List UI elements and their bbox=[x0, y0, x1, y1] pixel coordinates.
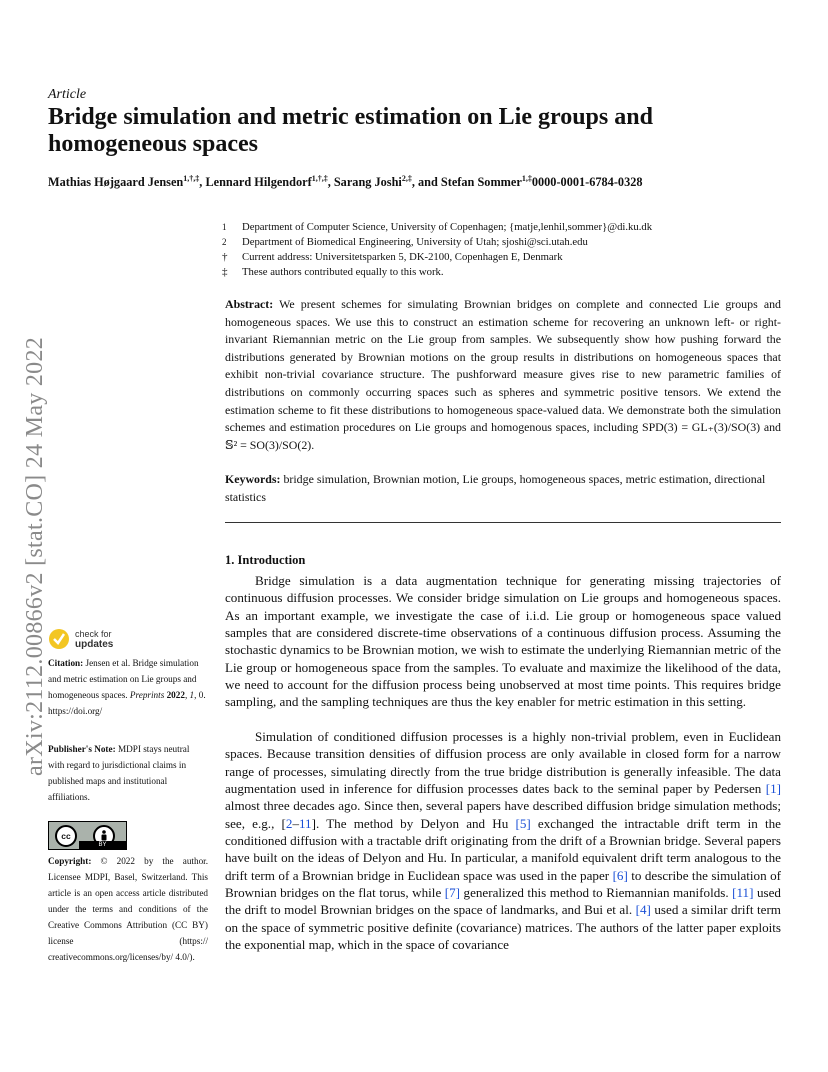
affiliation-item: ‡ These authors contributed equally to this work. bbox=[222, 266, 444, 278]
intro-paragraph-2: Simulation of conditioned diffusion processes is a highly non-trivial problem, even in Euclidean spaces. Because transition densities of diffusion process are only available in closed form for a narrow range of processes, simulating directly from the true bridge distribution is generally infeasible. The data augmentation used in inference for diffusion processes dates back to the seminal paper by Pedersen [1] almost three decades ago. Since then, several papers have described diffusion bridge simulation methods; see, e.g., [2–11]. The method by Delyon and Hu [5] exchanged the intractable drift term in the conditioned diffusion with a tractable drift originating from the drift of a Brownian bridge. Several papers have built on the ideas of Delyon and Hu. In particular, a manifold equivalent drift term analogous to the drift term of a Brownian bridge in Euclidean space was used in the paper [6] to describe the simulation of Brownian bridges on the flat torus, while [7] generalized this method to Riemannian manifolds. [11] used the drift to model Brownian bridges on the space of landmarks, and Bui et al. [4] used a similar drift term on the space of symmetric positive definite (covariance) matrices. The authors of the latter paper exploits the exponential map, which in the space of covariance bbox=[225, 729, 781, 953]
affiliation-item: † Current address: Universitetsparken 5, DK-2100, Copenhagen E, Denmark bbox=[222, 251, 563, 263]
affiliation-item: 1 Department of Computer Science, University of Copenhagen; {matje,lenhil,sommer}@di.ku.dk bbox=[222, 221, 653, 233]
citation-link[interactable]: 2 bbox=[285, 815, 293, 831]
author-separator: , and bbox=[411, 175, 441, 190]
author-separator: , bbox=[199, 175, 206, 190]
keywords-text: bridge simulation, Brownian motion, Lie groups, homogeneous spaces, metric estimation, directional statistics bbox=[225, 472, 766, 504]
author-affil-mark: 1,†,‡ bbox=[183, 174, 200, 183]
citation-link[interactable]: [11] bbox=[732, 885, 754, 901]
section-divider bbox=[225, 522, 781, 523]
check-for-updates-badge[interactable] bbox=[48, 626, 118, 652]
citation-link[interactable]: [7] bbox=[444, 885, 461, 901]
check-updates-icon bbox=[48, 628, 70, 650]
section-heading: 1. Introduction bbox=[225, 553, 306, 567]
publisher-note: Publisher's Note: MDPI stays neutral with regard to jurisdictional claims in published maps and institutional affiliations. bbox=[48, 744, 190, 802]
author-name: Lennard Hilgendorf bbox=[205, 175, 312, 190]
paper-title: Bridge simulation and metric estimation on Lie groups and homogeneous spaces bbox=[48, 104, 653, 157]
citation-link[interactable]: 11 bbox=[299, 815, 312, 831]
citation-block: Citation: Jensen et al. Bridge simulation and metric estimation on Lie groups and homogeneous spaces. Preprints 2022, 1, 0. https://doi.org/ bbox=[48, 658, 206, 716]
author-name: Mathias Højgaard Jensen bbox=[48, 175, 184, 190]
author-name: Sarang Joshi bbox=[333, 175, 402, 190]
affiliations bbox=[222, 220, 782, 280]
arxiv-stamp bbox=[22, 276, 50, 776]
citation-link[interactable]: [6] bbox=[612, 867, 628, 883]
cc-by-license-badge[interactable] bbox=[48, 821, 127, 850]
author-affil-mark: 1,†,‡ bbox=[311, 174, 328, 183]
citation-link[interactable]: [1] bbox=[765, 781, 781, 797]
citation-link[interactable]: [5] bbox=[515, 815, 531, 831]
copyright-block: Copyright: © 2022 by the author. Licensee MDPI, Basel, Switzerland. This article is an open access article distributed under the terms and conditions of the Creative Commons Attribution (CC BY) license (https:// creativecommons.org/licenses/by/ 4.0/). bbox=[48, 856, 209, 962]
keywords bbox=[225, 471, 781, 506]
orcid-text[interactable]: 0000-0001-6784-0328 bbox=[531, 175, 643, 190]
author-separator: , bbox=[327, 175, 334, 190]
intro-paragraph-1: Bridge simulation is a data augmentation technique for generating missing trajectories of continuous diffusion processes. We consider bridge simulation on Lie groups and homogeneous spaces. As an important example, we investigate the case of i.i.d. Lie group or homogeneous space valued samples that are considered discrete-time observations of a continuous diffusion process. Assuming the stochastic dynamics to be Brownian motion, we wish to estimate the underlying Riemannian metric of the Lie group or homogeneous space from the samples. To evaluate and maximize the likelihood of the data, we need to account for the diffusion process being unobserved at most time points. This requires bridge sampling, and the sampling techniques are thus the key enabler for metric estimation in this setting. bbox=[225, 573, 781, 710]
arxiv-stamp-text: arXiv:2112.00866v2 [stat.CO] 24 May 2022 bbox=[22, 336, 48, 776]
citation-link[interactable]: [4] bbox=[635, 902, 651, 918]
creative-commons-icon: cc bbox=[55, 825, 77, 847]
keywords-label: Keywords: bbox=[225, 472, 281, 486]
cc-by-label: BY bbox=[79, 841, 126, 849]
abstract bbox=[225, 296, 781, 454]
author-affil-mark: 1,‡ bbox=[521, 174, 532, 183]
article-type: Article bbox=[48, 87, 87, 102]
author-name: Stefan Sommer bbox=[440, 175, 522, 190]
check-updates-text: check for updates bbox=[75, 628, 114, 650]
abstract-text: We present schemes for simulating Brownian bridges on complete and connected Lie groups and homogeneous spaces. We use this to construct an estimation scheme for recovering an unknown left- or right-invariant Riemannian metric on the Lie group from samples. We subsequently show how pushing forward the distributions generated by Brownian motions on the group results in distributions on homogeneous spaces that exhibit non-trivial covariance structure. The pushforward measure gives rise to new parametric families of distributions on commonly occurring spaces such as spheres and symmetric positive tensors. We extend the estimation scheme to fit these distributions to homogeneous space-valued data. We demonstrate both the simulation schemes and estimation procedures on Lie groups and homogenous spaces, including SPD(3) = GL₊(3)/SO(3) and 𝕊² = SO(3)/SO(2). bbox=[225, 297, 781, 452]
abstract-label: Abstract: bbox=[225, 297, 274, 311]
author-affil-mark: 2,‡ bbox=[401, 174, 412, 183]
affiliation-item: 2 Department of Biomedical Engineering, University of Utah; sjoshi@sci.utah.edu bbox=[222, 236, 588, 248]
author-list bbox=[48, 174, 788, 190]
